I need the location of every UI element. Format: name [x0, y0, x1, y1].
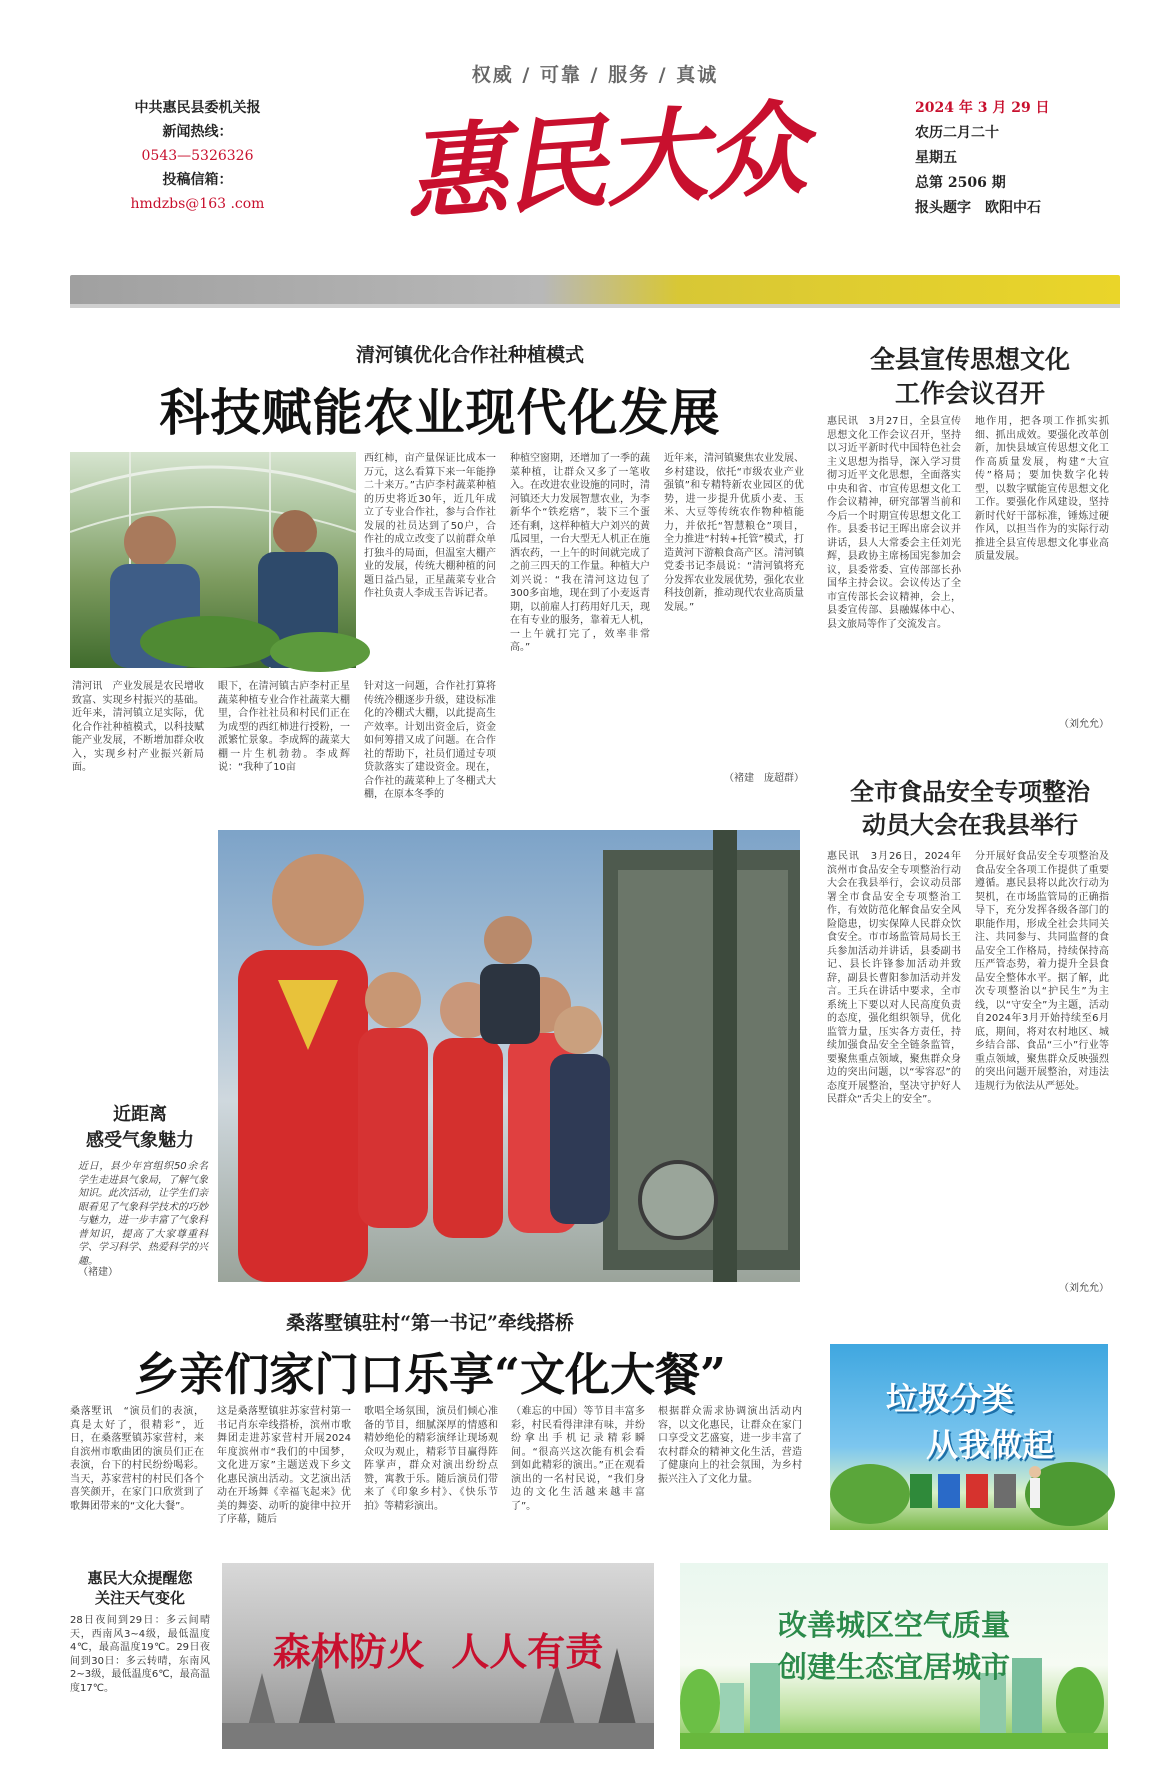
article1-column-1: 眼下，在清河镇古庐李村正星蔬菜种植专业合作社蔬菜大棚里，合作社社员和村民们正在为成型的西红柿进行授粉，一派繁忙景象。李成辉的蔬菜大棚一片生机勃勃。李成辉说：“我种了10亩: [218, 681, 350, 773]
garbage-banner-line1: 垃圾分类: [885, 1380, 1014, 1418]
article1-column-2: 针对这一问题，合作社打算将传统冷棚逐步升级，建设标准化的冷棚式大棚，以此提高生产效率。计划出资金后，资金如何筹措又成了问题。在合作社的帮助下，社员们通过专项贷款落实了建设资金。现在，合作社的蔬菜种上了冬棚式大棚，在原本冬季的: [364, 681, 496, 800]
article4-kicker: 桑落墅镇驻村“第一书记”牵线搭桥: [286, 1312, 574, 1334]
children-weather-photo: [218, 830, 800, 1282]
article3-column-1: 惠民讯 3月26日，2024年滨州市食品安全专项整治行动大会在我县举行，会议动员部署全市食品安全专项整治工作，有效防范化解食品安全风险隐患，切实保障人民群众饮食安全。市市场监管局局长王兵参加活动并讲话，县委副书记、县长许锋参加活动并致辞，副县长曹阳参加活动并发言。王兵在讲话中要求，全市系统上下要以对人民高度负责的态度，强化组织领导，优化监管力量，压实各方责任，持续加强食品安全全链条监管，要聚焦重点领域，聚焦群众身边的突出问题，以“零容忍”的态度开展整治，坚决守护好人民群众“舌尖上的安全”。: [827, 851, 961, 1105]
masthead-right-info: [915, 96, 1095, 221]
article2-headline-line1: 全县宣传思想文化: [869, 345, 1070, 374]
calligraphy-credit: 报头题字 欧阳中石: [915, 200, 1041, 216]
issue-date: 2024 年 3 月 29 日: [915, 100, 1050, 116]
article1-column-3: 西红柿，亩产量保证比成本一万元，这么看算下来一年能挣二十来万。”古庐李村蔬菜种植的历史将近30年，近几年成立了专业合作社，参与合作社发展的社员达到了50户，合作社的成立改变了以前群众单打独斗的局面，但温室大棚产业的发展，传统大棚种植的问题日益凸显，正星蔬菜专业合作社负责人李成玉告诉记者。: [364, 453, 496, 599]
masthead-band: [70, 275, 1120, 307]
newspaper-title: 惠民大众: [401, 88, 809, 236]
garbage-sorting-banner: [830, 1344, 1108, 1530]
article3-headline-line1: 全市食品安全专项整治: [850, 777, 1090, 806]
masthead-motto: 权威 / 可靠 / 服务 / 真诚: [471, 64, 719, 86]
garbage-banner-line2: 从我做起: [925, 1426, 1054, 1464]
article2-column-1: 惠民讯 3月27日，全县宣传思想文化工作会议召开，坚持以习近平新时代中国特色社会主义思想为指导，深入学习贯彻习近平文化思想，全面落实中央和省、市宣传思想文化工作会议精神，研究部署当前和今后一个时期宣传思想文化工作。县委书记王晖出席会议并讲话，县人大常委会主任刘光辉，县政协主席杨国宪参加会议，县委常委、宣传部部长孙国华主持会议。会议传达了全市宣传部长会议精神，会上，县委宣传部、县融媒体中心、县文旅局等作了交流发言。: [827, 416, 961, 630]
article1-byline: （褚建 庞超群）: [724, 773, 804, 784]
masthead-organ: 中共惠民县委机关报: [134, 100, 261, 116]
photo-story-text: 近日，县少年宫组织50余名学生走进县气象局，了解气象知识。此次活动，让学生们亲眼看见了气象科学技术的巧妙与魅力，进一步丰富了气象科普知识，提高了大家尊重科学、学习科学、热爱科学的兴趣。: [78, 1161, 208, 1267]
article4-column-4: （难忘的中国）等节目丰富多彩，村民看得津津有味，并纷纷拿出手机记录精彩瞬间。“很高兴这次能有机会看到如此精彩的演出。”正在观看演出的一名村民说，“我们身边的文化生活越来越丰富了”。: [511, 1406, 645, 1512]
air-quality-banner: [680, 1563, 1108, 1749]
article4-column-2: 这是桑落墅镇驻苏家营村第一书记肖东牵线搭桥，滨州市歌舞团走进苏家营村开展2024年度滨州市“我们的中国梦，文化进万家”主题送戏下乡文化惠民演出活动。文艺演出活动在开场舞《幸福飞起来》优美的舞姿、动听的旋律中拉开了序幕，随后: [217, 1406, 351, 1525]
article1-column-5: 近年来，清河镇聚焦农业发展、乡村建设，依托“市级农业产业强镇”和专精特新农业园区的优势，进一步提升优质小麦、玉米、大豆等传统农作物种植能力，并依托“智慧粮仓”项目，全力推进“村转+托管”模式，打造黄河下游粮食高产区。清河镇党委书记李晨说：“清河镇将充分发挥农业发展优势，强化农业科技创新，推动现代农业高质量发展。”: [664, 453, 804, 613]
weather-title-line1: 惠民大众提醒您: [87, 1569, 193, 1587]
email-address: hmdzbs@163 .com: [130, 196, 265, 212]
article1-photo: [70, 452, 356, 668]
greenhouse-photo-illustration: [70, 452, 356, 668]
forest-banner-text: 森林防火 人人有责: [272, 1630, 604, 1674]
weather-box: [70, 1568, 210, 1746]
weather-title-line2: 关注天气变化: [94, 1589, 185, 1607]
article2-column-2: 地作用，把各项工作抓实抓细、抓出成效。要强化改革创新，加快县域宣传思想文化工作高质量发展，构建“大宣传”格局；要加快数字化转型，以数字赋能宣传思想文化工作。要强化作风建设，坚持新时代好干部标准，锤炼过硬作风，以担当作为的实际行动推进全县宣传思想文化事业高质量发展。: [975, 416, 1109, 562]
photo-story-title-line2: 感受气象魅力: [86, 1130, 194, 1151]
article1-headline: 科技赋能农业现代化发展: [159, 384, 721, 442]
forest-fire-banner: [222, 1563, 654, 1749]
masthead-left-info: [110, 96, 285, 216]
hotline-label: 新闻热线：: [162, 124, 233, 140]
air-banner-line2: 创建生态宜居城市: [777, 1650, 1010, 1684]
article4-column-1: 桑落墅讯 “演员们的表演，真是太好了，很精彩”，近日，在桑落墅镇苏家营村，来自滨州市歌曲团的演员们正在表演，台下的村民纷纷喝彩。当天，苏家营村的村民们各个喜笑颜开，在家门口欣赏到了歌舞团带来的“文化大餐”。: [70, 1406, 204, 1512]
issue-number: 总第 2506 期: [915, 175, 1006, 191]
weekday: 星期五: [915, 150, 957, 166]
air-banner-line1: 改善城区空气质量: [777, 1608, 1010, 1642]
article2-byline: （刘允允）: [1059, 719, 1109, 730]
lunar-date: 农历二月二十: [915, 125, 999, 141]
photo-story-title-line1: 近距离: [113, 1104, 167, 1125]
masthead-band-shadow: [70, 304, 1120, 308]
article2-headline-line2: 工作会议召开: [894, 379, 1045, 408]
email-label: 投稿信箱：: [162, 172, 233, 188]
children-photo-illustration: [218, 830, 800, 1282]
article1-column-4: 种植空窗期，还增加了一季的蔬菜种植，让群众又多了一笔收入。在改进农业设施的同时，清河镇还大力发展智慧农业，为李新华个“铁疙瘩”，装下三个蛋还有剩，这样种植大户刘兴的黄瓜园里，一台大型无人机正在施洒农药，一上午的时间就完成了之前三四天的工作量。种植大户刘兴说：“我在清河这边包了300多亩地，现在到了小麦返青期，以前雇人打药用好几天，现在有专业的服务，靠着无人机，一上午就打完了，效率非常高。”: [510, 453, 650, 653]
article4-column-5: 根据群众需求协调演出活动内容，以文化惠民，让群众在家门口享受文艺盛宴，进一步丰富了农村群众的精神文化生活，营造了健康向上的社会氛围，为乡村振兴注入了文化力量。: [658, 1406, 802, 1485]
article1-photo-caption: 清河讯 产业发展是农民增收致富、实现乡村振兴的基础。近年来，清河镇立足实际，优化合作社种植模式，以科技赋能产业发展，不断增加群众收入，实现乡村产业振兴新局面。: [72, 681, 204, 773]
article3-byline: （刘允允）: [1059, 1283, 1109, 1294]
weather-text: 28日夜间到29日：多云间晴天，西南风3~4级，最低温度4℃，最高温度19℃。29日夜间到30日：多云转晴，东南风2~3级，最低温度6℃，最高温度17℃。: [70, 1615, 210, 1694]
photo-story-byline: （褚建）: [78, 1267, 118, 1278]
article3-column-2: 分开展好食品安全专项整治及食品安全各项工作提供了重要遵循。惠民县将以此次行动为契机，在市场监管局的正确指导下，充分发挥各级各部门的职能作用，形成全社会共同关注、共同参与、共同监督的食品安全工作格局，持续保持高压严管态势，着力提升全县食品安全整体水平。据了解，此次专项整治以“护民生”为主线，以“守安全”为主题，活动自2024年3月开始持续至6月底，期间，将对农村地区、城乡结合部、食品“三小”行业等重点领域，聚焦群众反映强烈的突出问题开展整治，对违法违规行为依法从严惩处。: [975, 851, 1109, 1092]
article4-column-3: 歌唱全场氛围，演员们倾心准备的节目，细腻深厚的情感和精妙绝伦的精彩演绎让现场观众叹为观止，精彩节目赢得阵阵掌声，群众对演出纷纷点赞，寓教于乐。随后演员们带来了《印象乡村》、《快乐节拍》等精彩演出。: [364, 1406, 498, 1512]
hotline-number: 0543—5326326: [141, 148, 254, 164]
article3-headline-line2: 动员大会在我县举行: [862, 810, 1078, 839]
article1-kicker: 清河镇优化合作社种植模式: [355, 344, 584, 366]
article4-headline: 乡亲们家门口乐享“文化大餐”: [134, 1348, 726, 1401]
